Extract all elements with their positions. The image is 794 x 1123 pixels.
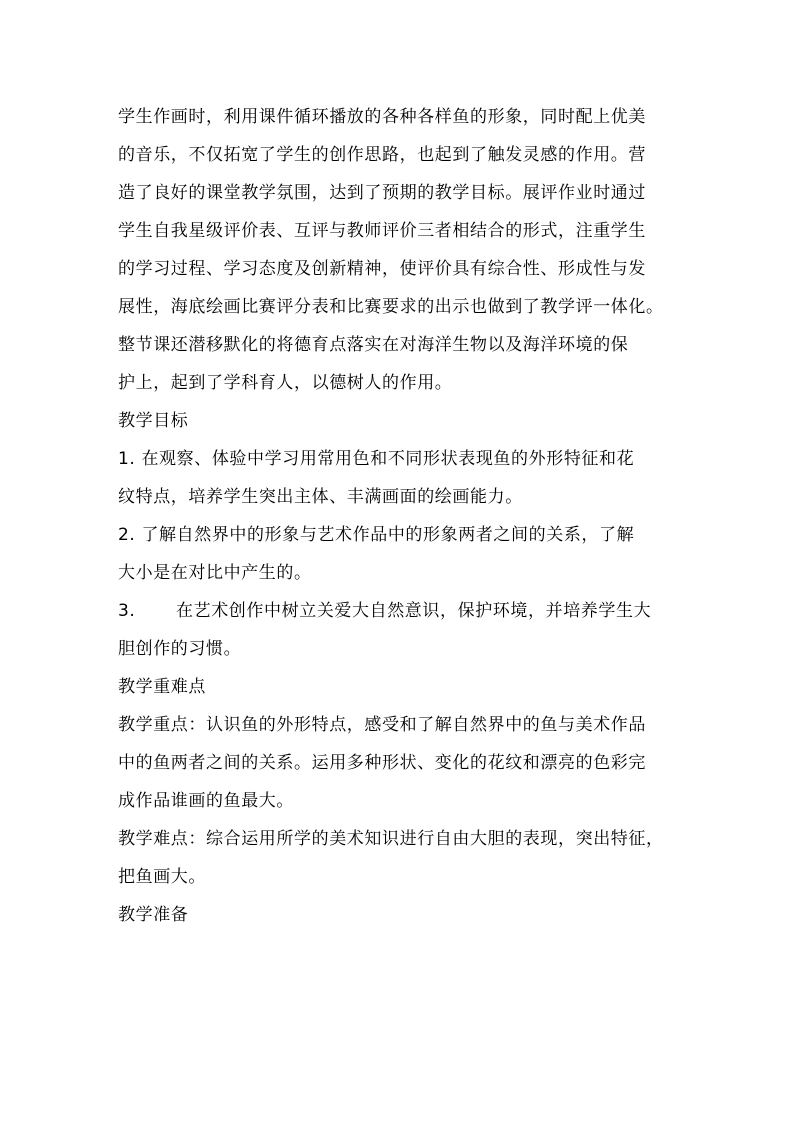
intro-paragraph (118, 98, 683, 402)
goal-number: 2. (118, 525, 136, 545)
difficulty-line: 把鱼画大。 (118, 867, 206, 887)
difficulty-paragraph (118, 820, 683, 896)
intro-line: 展性，海底绘画比赛评分表和比赛要求的出示也做到了教学评一体化。 (118, 297, 664, 317)
intro-line: 造了良好的课堂教学氛围，达到了预期的教学目标。展评作业时通过 (118, 183, 646, 203)
goal-line (118, 440, 683, 478)
prep-heading: 教学准备 (118, 905, 189, 925)
key-points-heading: 教学重难点 (118, 677, 206, 697)
goal-line (118, 516, 683, 554)
focus-line: 成作品谁画的鱼最大。 (118, 791, 294, 811)
goals-list (118, 440, 683, 668)
intro-line: 的音乐，不仅拓宽了学生的创作思路，也起到了触发灵感的作用。营 (118, 145, 646, 165)
intro-line: 整节课还潜移默化的将德育点落实在对海洋生物以及海洋环境的保 (118, 335, 629, 355)
goals-heading: 教学目标 (118, 411, 189, 431)
focus-line: 中的鱼两者之间的关系。运用多种形状、变化的花纹和漂亮的色彩完 (118, 753, 646, 773)
goal-item (118, 592, 683, 668)
document-body (118, 98, 683, 934)
goal-number: 3. (118, 601, 136, 621)
goal-text: 在艺术创作中树立关爱大自然意识，保护环境，并培养学生大 (176, 601, 652, 621)
intro-line: 护上，起到了学科育人，以德树人的作用。 (118, 373, 453, 393)
goal-text: 了解自然界中的形象与艺术作品中的形象两者之间的关系，了解 (141, 525, 635, 545)
focus-line: 教学重点：认识鱼的外形特点，感受和了解自然界中的鱼与美术作品 (118, 715, 646, 735)
difficulty-line: 教学难点：综合运用所学的美术知识进行自由大胆的表现，突出特征， (118, 829, 664, 849)
goal-number: 1. (118, 449, 136, 469)
goal-line-continuation: 胆创作的习惯。 (118, 639, 242, 659)
goal-line (118, 592, 683, 630)
goal-item (118, 440, 683, 516)
goal-text: 在观察、体验中学习用常用色和不同形状表现鱼的外形特征和花 (141, 449, 635, 469)
intro-line: 学生自我星级评价表、互评与教师评价三者相结合的形式，注重学生 (118, 221, 646, 241)
focus-paragraph (118, 706, 683, 820)
goal-line-continuation: 纹特点，培养学生突出主体、丰满画面的绘画能力。 (118, 487, 523, 507)
intro-line: 学生作画时，利用课件循环播放的各种各样鱼的形象，同时配上优美 (118, 107, 646, 127)
goal-line-continuation: 大小是在对比中产生的。 (118, 563, 312, 583)
goal-item (118, 516, 683, 592)
intro-line: 的学习过程、学习态度及创新精神，使评价具有综合性、形成性与发 (118, 259, 646, 279)
